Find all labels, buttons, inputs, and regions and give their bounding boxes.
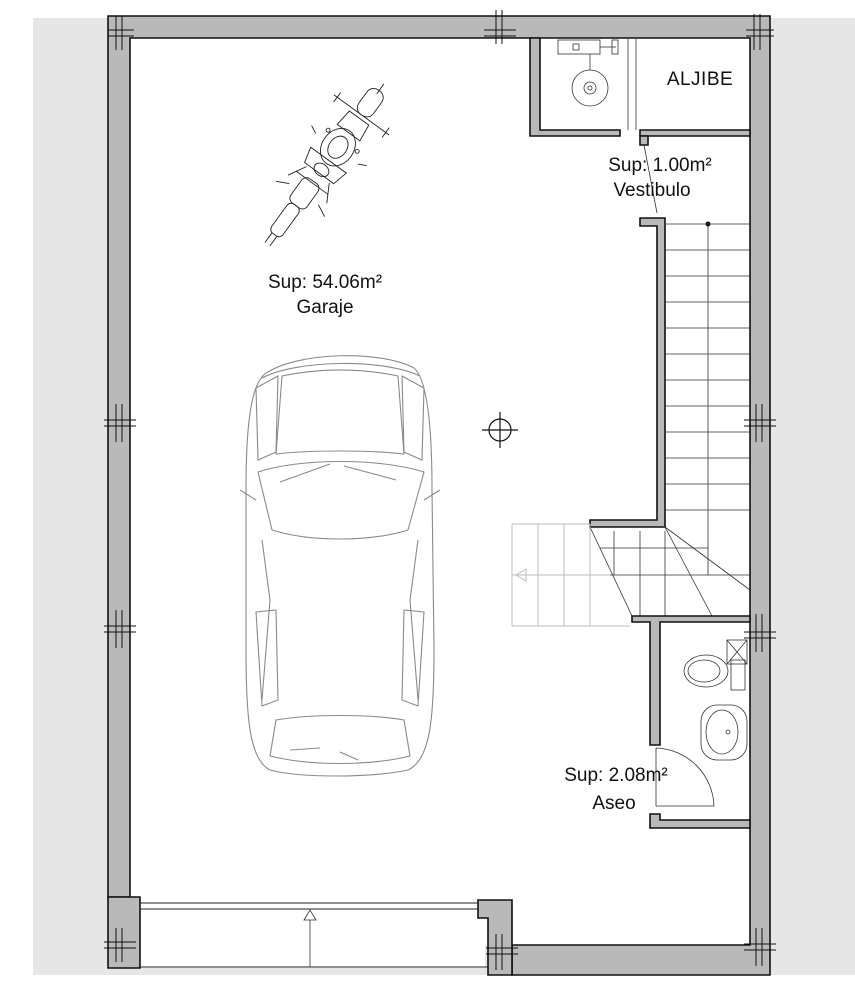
aseo-area: Sup: 2.08m² [564,765,668,786]
garaje-area: Sup: 54.06m² [267,272,383,293]
vestibulo-name: Vestibulo [613,180,691,201]
aseo-name: Aseo [592,793,636,814]
vestibulo-area: Sup: 1.00m² [608,155,712,176]
aljibe-label: ALJIBE [666,69,734,90]
garaje-name: Garaje [296,297,354,318]
